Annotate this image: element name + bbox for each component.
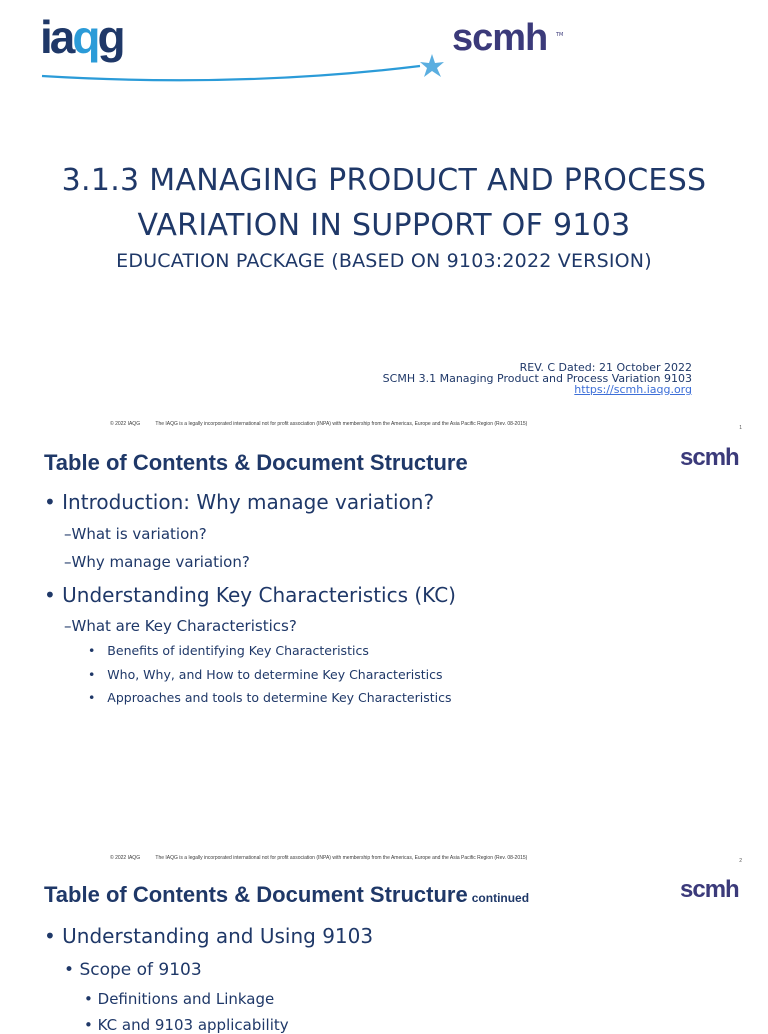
- revision-block: [383, 362, 692, 395]
- list-item: • Who, Why, and How to determine Key Characteristics: [88, 667, 443, 682]
- toc-slide: [0, 436, 768, 868]
- list-item: • Benefits of identifying Key Characteristics: [88, 643, 369, 658]
- list-item: –What are Key Characteristics?: [64, 617, 297, 635]
- slide-title-line1: 3.1.3 MANAGING PRODUCT AND PROCESS: [61, 163, 707, 198]
- page-number: 1: [739, 425, 742, 431]
- list-item: • Understanding Key Characteristics (KC): [44, 583, 456, 607]
- slide-footer: [110, 421, 527, 427]
- scmh-logo-word: scmh: [680, 444, 739, 471]
- footer-copyright: © 2022 IAQG: [110, 421, 141, 427]
- list-item: –Why manage variation?: [64, 553, 250, 571]
- list-item: • KC and 9103 applicability: [84, 1016, 289, 1034]
- slide-subtitle: EDUCATION PACKAGE (BASED ON 9103:2022 VERSION): [116, 250, 652, 272]
- list-item: –What is variation?: [64, 525, 207, 543]
- page-number: 2: [739, 858, 742, 864]
- scmh-logo: [680, 876, 742, 904]
- slide-title: [0, 158, 768, 248]
- scmh-logo-word: scmh: [452, 17, 548, 59]
- slide-title: Table of Contents & Document Structure continued: [44, 882, 530, 907]
- footer-text: The IAQG is a legally incorporated international not for profit association (INPA) with membership from the Americas, Europe and the Asia Pacific Region (Rev. 08-2015): [155, 855, 528, 861]
- scmh-logo: [452, 18, 572, 78]
- footer-copyright: © 2022 IAQG: [110, 855, 141, 861]
- trademark-mark: TM: [556, 32, 564, 38]
- list-item: • Definitions and Linkage: [84, 990, 275, 1008]
- scmh-logo: [680, 444, 742, 472]
- toc-continued-slide: [0, 868, 768, 1034]
- title-suffix: continued: [471, 891, 530, 905]
- slide-footer: [110, 855, 527, 861]
- footer-text: The IAQG is a legally incorporated international not for profit association (INPA) with membership from the Americas, Europe and the Asia Pacific Region (Rev. 08-2015): [155, 421, 528, 427]
- list-item: • Introduction: Why manage variation?: [44, 490, 435, 514]
- list-item: • Understanding and Using 9103: [44, 924, 374, 948]
- list-item: • Approaches and tools to determine Key Characteristics: [88, 690, 452, 705]
- scmh-link[interactable]: https://scmh.iaqg.org: [574, 383, 692, 396]
- swoosh-star-icon: [40, 40, 460, 90]
- slide-title: Table of Contents & Document Structure: [44, 450, 468, 475]
- iaqg-logo-mark: iaqg: [40, 11, 123, 63]
- document-reference: SCMH 3.1 Managing Product and Process Variation 9103: [382, 372, 692, 385]
- revision-date: REV. C Dated: 21 October 2022: [519, 361, 692, 374]
- scmh-logo-word: scmh: [680, 876, 739, 903]
- slide-title-line2: VARIATION IN SUPPORT OF 9103: [137, 208, 631, 243]
- list-item: • Scope of 9103: [64, 960, 202, 980]
- title-slide: [0, 0, 768, 436]
